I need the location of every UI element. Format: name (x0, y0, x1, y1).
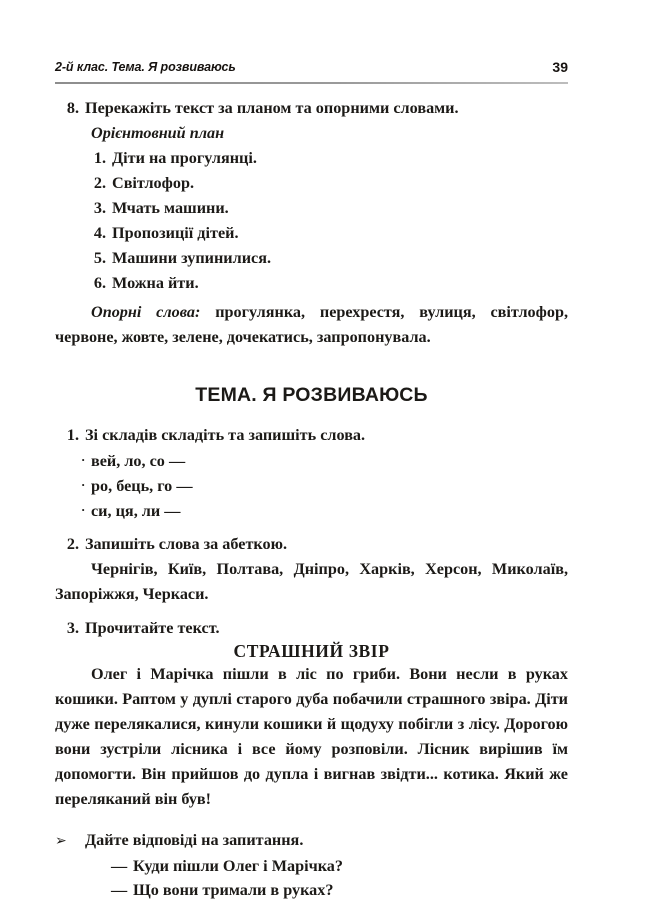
question-item (111, 854, 568, 878)
key-words-label: Опорні слова: (91, 303, 201, 321)
plan-item-number: 2. (93, 174, 106, 192)
plan-item (91, 146, 568, 171)
exercise-8-heading (55, 96, 568, 121)
key-words-paragraph (55, 300, 568, 350)
bullet-dot-icon: · (81, 477, 86, 492)
question-item-text: Куди пішли Олег і Марічка? (133, 857, 343, 875)
exercise-3-number: 3. (66, 619, 79, 637)
running-head (55, 60, 568, 80)
exercise-8-instruction: Перекажіть текст за планом та опорними словами. (85, 99, 459, 117)
syllable-item (81, 448, 568, 473)
plan-item (91, 171, 568, 196)
plan-item-text: Діти на прогулянці. (112, 149, 257, 167)
plan-item-text: Світлофор. (112, 174, 194, 192)
exercise-2-number: 2. (66, 535, 79, 553)
questions-instruction-line (55, 828, 568, 854)
running-head-title: 2-й клас. Тема. Я розвиваюсь (55, 60, 236, 74)
page-content (55, 96, 568, 902)
question-item-text: Що вони тримали в руках? (133, 881, 334, 899)
story-paragraph: Олег і Марічка пішли в ліс по гриби. Вони несли в руках кошики. Раптом у дуплі старого дуба побачили страшного звіра. Діти дуже перелякалися, кинули кошики й щодуху побігли з лісу. Дорогою вони зустріли лісника і все йому розповіли. Лісник вирішив їм допомогти. Він прийшов до дупла і вигнав звідти... котика. Який же переляканий він був! (55, 665, 568, 808)
plan-item (91, 246, 568, 271)
header-divider (55, 82, 568, 84)
exercise-1-heading (55, 423, 568, 448)
bullet-dot-icon: · (81, 502, 86, 517)
plan-item-number: 4. (93, 224, 106, 242)
section-heading: ТЕМА. Я РОЗВИВАЮСЬ (195, 384, 428, 406)
exercise-2-words: Чернігів, Київ, Полтава, Дніпро, Харків, Херсон, Миколаїв, Запоріжжя, Черкаси. (55, 560, 568, 603)
plan-item-number: 6. (93, 274, 106, 292)
exercise-8-number: 8. (66, 99, 79, 117)
syllable-item-text: ро, бець, го — (91, 477, 193, 495)
page-number: 39 (552, 59, 568, 75)
plan-item-number: 5. (93, 249, 106, 267)
plan-item-text: Пропозиції дітей. (112, 224, 239, 242)
questions-instruction: Дайте відповіді на запитання. (85, 831, 304, 849)
exercise-1 (55, 423, 568, 523)
bullet-dot-icon: · (81, 452, 86, 467)
story-title: СТРАШНИЙ ЗВІР (233, 641, 390, 661)
plan-item (91, 196, 568, 221)
exercise-1-instruction: Зі складів складіть та запишіть слова. (85, 426, 366, 444)
plan-item-text: Машини зупинилися. (112, 249, 272, 267)
exercise-3-heading (55, 616, 568, 641)
exercise-1-number: 1. (66, 426, 79, 444)
question-item (111, 878, 568, 902)
syllable-item (81, 473, 568, 498)
key-words-text: прогулянка, перехрестя, вулиця, світлофор, червоне, жовте, зелене, дочекатись, запропонувала. (55, 303, 568, 346)
syllable-item-text: си, ця, ли — (91, 502, 181, 520)
plan-item-number: 1. (93, 149, 106, 167)
exercise-2-instruction: Запишіть слова за абеткою. (85, 535, 288, 553)
plan-item (91, 271, 568, 296)
arrow-bullet-icon: ➢ (55, 833, 67, 849)
plan-item-number: 3. (93, 199, 106, 217)
exercise-2-heading (55, 532, 568, 557)
em-dash-icon: — (111, 857, 128, 875)
em-dash-icon: — (111, 881, 128, 899)
exercise-3 (55, 616, 568, 812)
plan-item (91, 221, 568, 246)
exercise-2 (55, 532, 568, 607)
plan-item-text: Можна йти. (112, 274, 199, 292)
exercise-3-instruction: Прочитайте текст. (85, 619, 220, 637)
exercise-8 (55, 96, 568, 350)
questions-block (55, 828, 568, 902)
syllable-item (81, 498, 568, 523)
syllable-item-text: вей, ло, со — (91, 452, 186, 470)
plan-caption: Орієнтовний план (91, 124, 225, 142)
plan-item-text: Мчать машини. (112, 199, 229, 217)
